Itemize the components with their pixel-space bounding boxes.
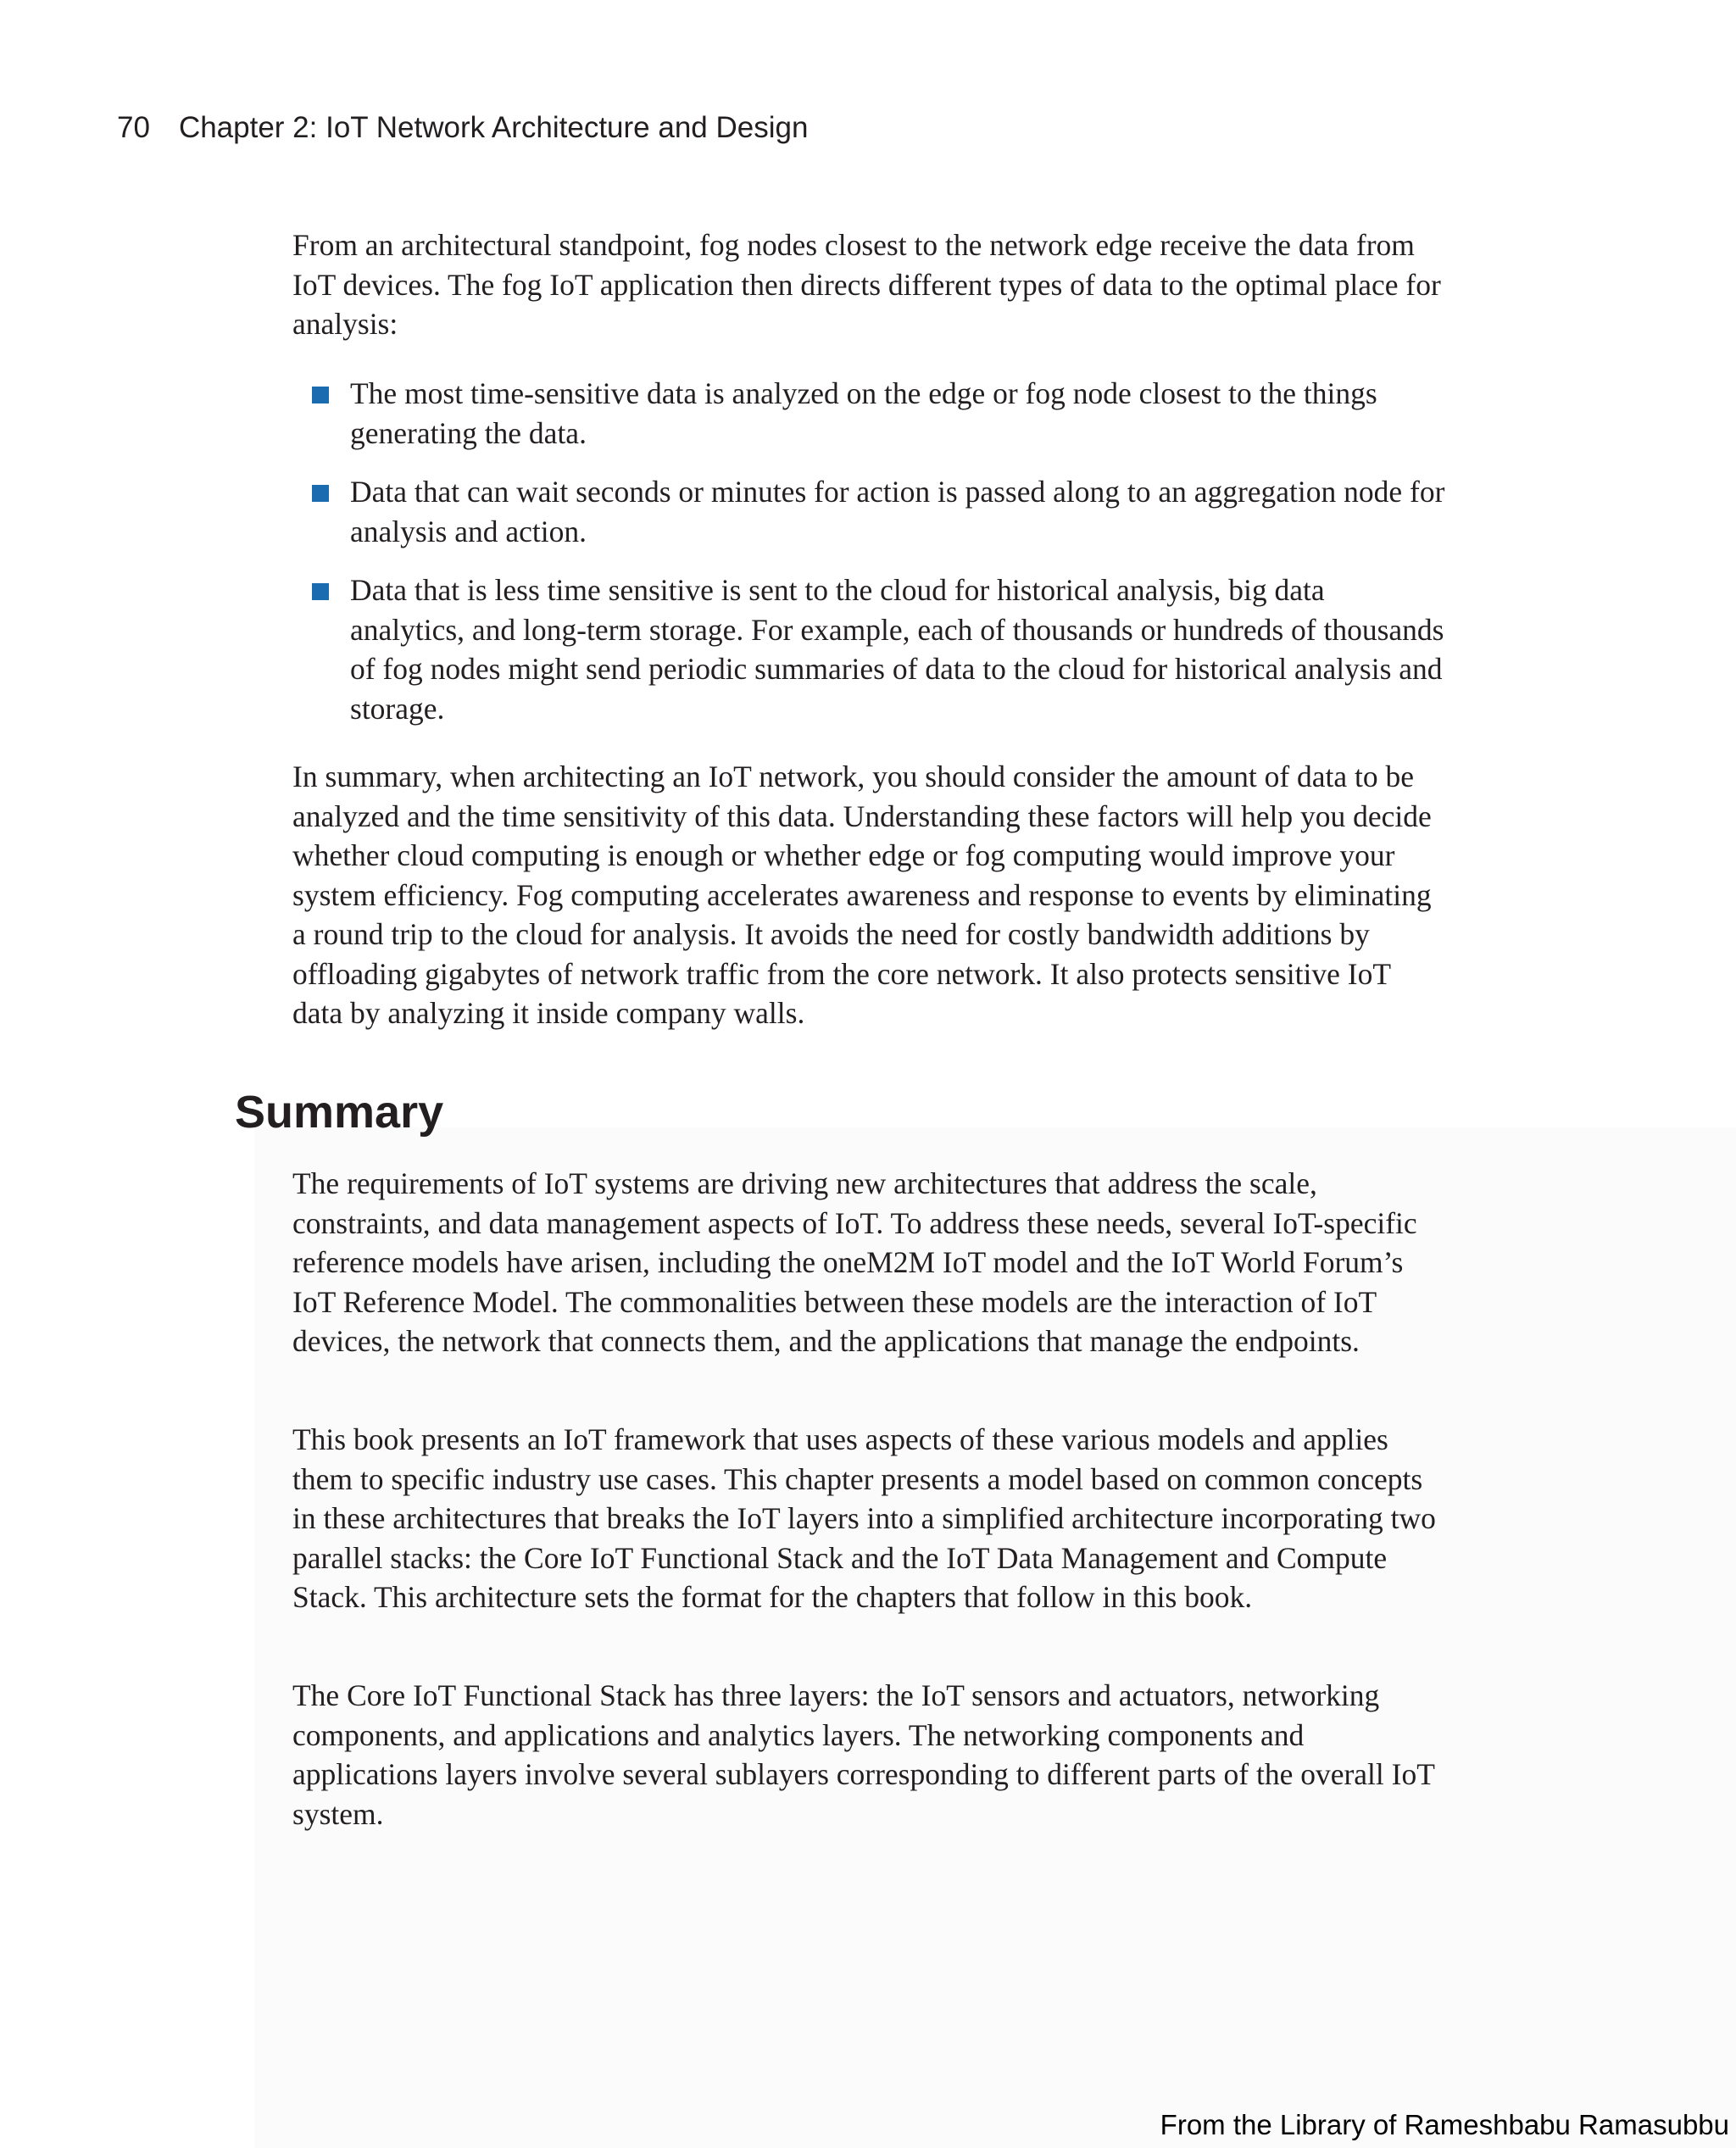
closing-section [292,757,1445,1033]
bullet-text: Data that can wait seconds or minutes for action is passed along to an aggregation node for analysis and action. [350,475,1445,548]
bullet-item [292,374,1445,453]
chapter-title: Chapter 2: IoT Network Architecture and Design [178,111,809,144]
page-number: 70 [117,111,150,144]
bullet-square-icon [312,583,329,600]
intro-paragraph: From an architectural standpoint, fog nodes closest to the network edge receive the data from IoT devices. The fog IoT application then directs different types of data to the optimal place for analysis: [292,228,1441,341]
bullet-item [292,472,1445,551]
closing-paragraph: In summary, when architecting an IoT network, you should consider the amount of data to be analyzed and the time sensitivity of this data. Understanding these factors will help you decide whether cloud computing is enough or whether edge or fog computing would improve your system efficiency. Fog computing accelerates awareness and response to events by eliminating a round trip to the cloud for analysis. It avoids the need for costly bandwidth additions by offloading gigabytes of network traffic from the core network. It also protects sensitive IoT data by analyzing it inside company walls. [292,760,1432,1030]
bullet-text: Data that is less time sensitive is sent to the cloud for historical analysis, big data analytics, and long-term storage. For example, each of thousands or hundreds of thousands of fog nodes might send periodic summaries of data to the cloud for historical analysis and storage. [350,573,1444,726]
summary-paragraph: The requirements of IoT systems are driving new architectures that address the scale, constraints, and data management aspects of IoT. To address these needs, several IoT-specific reference models have arisen, including the oneM2M IoT model and the IoT World Forum’s IoT Reference Model. The commonalities between these models are the interaction of IoT devices, the network that connects them, and the applications that manage the endpoints. [292,1166,1417,1358]
intro-section [292,225,1445,344]
summary-paragraph-3-block [292,1676,1445,1834]
summary-paragraph: The Core IoT Functional Stack has three layers: the IoT sensors and actuators, networking components, and applications and analytics layers. The networking components and applications layers involve several sublayers corresponding to different parts of the overall IoT system. [292,1678,1435,1831]
bullet-square-icon [312,387,329,403]
summary-paragraph-1-block [292,1164,1445,1361]
summary-paragraph-2-block [292,1420,1445,1617]
bullet-square-icon [312,485,329,502]
bullet-list [292,374,1445,728]
summary-paragraph: This book presents an IoT framework that uses aspects of these various models and applies them to specific industry use cases. This chapter presents a model based on common concepts in these architectures that breaks the IoT layers into a simplified architecture incorporating two parallel stacks: the Core IoT Functional Stack and the IoT Data Management and Compute Stack. This architecture sets the format for the chapters that follow in this book. [292,1422,1436,1614]
running-header [117,111,808,145]
bullet-text: The most time-sensitive data is analyzed on the edge or fog node closest to the things generating the data. [350,376,1377,450]
section-heading-summary: Summary [235,1087,444,1138]
bullet-item [292,570,1445,728]
library-watermark: From the Library of Rameshbabu Ramasubbu [1160,2109,1729,2140]
